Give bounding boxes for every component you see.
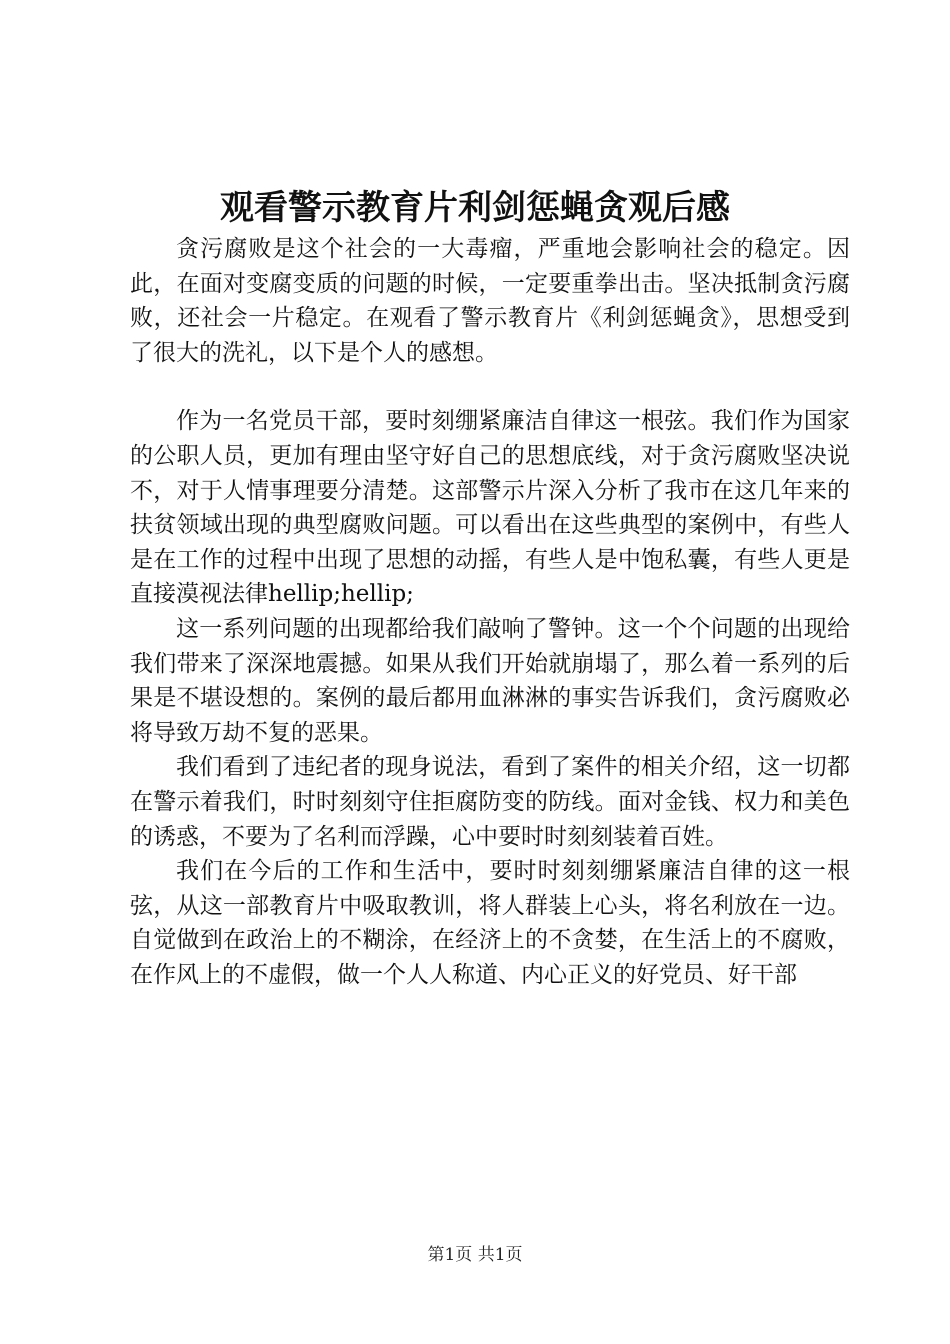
paragraph-2: 作为一名党员干部，要时刻绷紧廉洁自律这一根弦。我们作为国家的公职人员，更加有理由坚守好自己的思想底线，对于贪污腐败坚决说不，对于人情事理要分清楚。这部警示片深入分析了我市在这几年来的扶贫领域出现的典型腐败问题。可以看出在这些典型的案例中，有些人是在工作的过程中出现了思想的动摇，有些人是中饱私囊，有些人更是直接漠视法律hellip;hellip;	[130, 408, 850, 608]
page-footer: 第1页 共1页	[427, 1245, 523, 1265]
paragraph-3: 这一系列问题的出现都给我们敲响了警钟。这一个个问题的出现给我们带来了深深地震撼。如果从我们开始就崩塌了，那么着一系列的后果是不堪设想的。案例的最后都用血淋淋的事实告诉我们，贪污腐败必将导致万劫不复的恶果。	[130, 615, 850, 746]
document-body	[130, 232, 850, 992]
document-title: 观看警示教育片利剑惩蝇贪观后感	[220, 188, 730, 228]
paragraph-4: 我们看到了违纪者的现身说法，看到了案件的相关介绍，这一切都在警示着我们，时时刻刻守住拒腐防变的防线。面对金钱、权力和美色的诱惑，不要为了名利而浮躁，心中要时时刻刻装着百姓。	[130, 754, 850, 850]
paragraph-5: 我们在今后的工作和生活中，要时时刻刻绷紧廉洁自律的这一根弦，从这一部教育片中吸取教训，将人群装上心头，将名利放在一边。自觉做到在政治上的不糊涂，在经济上的不贪婪，在生活上的不腐败，在作风上的不虚假，做一个人人称道、内心正义的好党员、好干部	[130, 858, 850, 988]
paragraph-intro: 贪污腐败是这个社会的一大毒瘤，严重地会影响社会的稳定。因此，在面对变腐变质的问题的时候，一定要重拳出击。坚决抵制贪污腐败，还社会一片稳定。在观看了警示教育片《利剑惩蝇贪》，思想受到了很大的洗礼，以下是个人的感想。	[130, 236, 850, 366]
